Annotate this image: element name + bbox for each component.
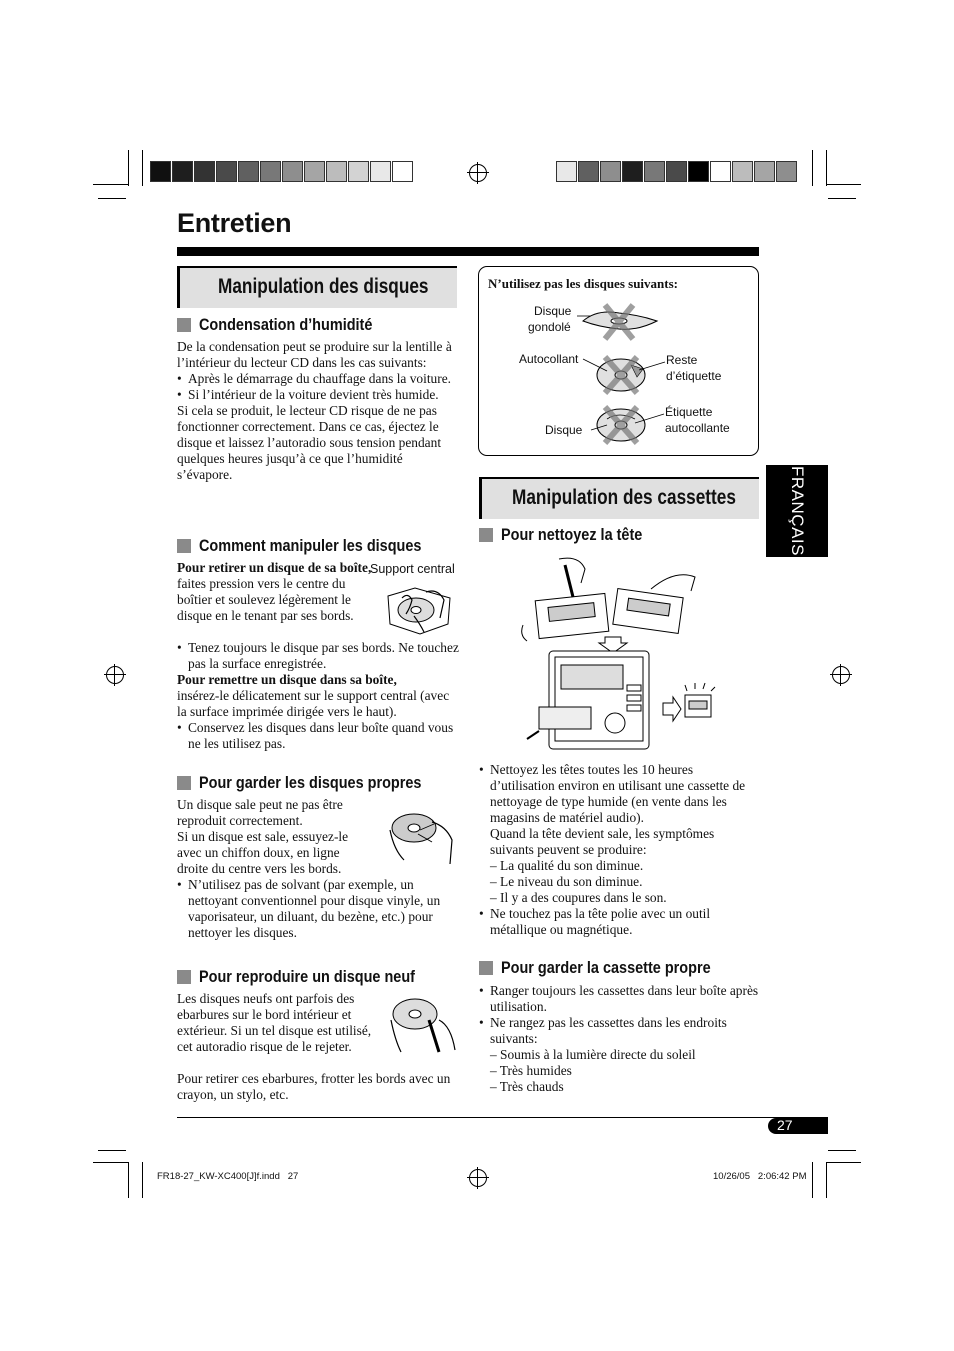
replace-text: insérez-le délicatement sur le support central (avec la surface imprimée dirigée vers le haut). bbox=[177, 688, 450, 719]
title-rule bbox=[177, 247, 759, 256]
tete-dash-3: – Il y a des coupures dans le son. bbox=[490, 890, 667, 905]
color-calibration-bar-right bbox=[556, 161, 798, 182]
remove-bold-lead: Pour retirer un disque de sa boîte, bbox=[177, 560, 372, 575]
color-swatch bbox=[326, 161, 347, 182]
propre-dash-2: – Très humides bbox=[490, 1063, 572, 1078]
color-swatch bbox=[194, 161, 215, 182]
comment-bullet-1: • Tenez toujours le disque par ses bords. Ne touchez pas la surface enregistrée. bbox=[177, 640, 459, 672]
color-swatch bbox=[392, 161, 413, 182]
color-swatch bbox=[776, 161, 797, 182]
color-swatch bbox=[754, 161, 775, 182]
propres-text bbox=[177, 797, 372, 877]
condensation-bullet-2: • Si l’intérieur de la voiture devient très humide. bbox=[177, 387, 459, 403]
registration-mark-bottom bbox=[469, 1169, 487, 1187]
propre-bullet-2: • Ne rangez pas les cassettes dans les endroits suivants: bbox=[479, 1015, 759, 1047]
section-title-disques: Manipulation des disques bbox=[218, 275, 429, 298]
disc-case-illustration bbox=[380, 578, 460, 638]
propre-dash-3: – Très chauds bbox=[490, 1079, 564, 1094]
condensation-outro: Si cela se produit, le lecteur CD risque de ne pas fonctionner correctement. Dans ce cas, éjectez le disque et laissez l’autoradio sous tension pendant quelques heures jusqu’à ce que l’humidité s’évapore. bbox=[177, 403, 442, 482]
subheading-nettoyez-tete: Pour nettoyez la tête bbox=[479, 524, 667, 546]
tete-bullet-2: • Ne touchez pas la tête polie avec un outil métallique ou magnétique. bbox=[479, 906, 759, 938]
neuf-text-2: Pour retirer ces ebarbures, frotter les bords avec un crayon, un stylo, etc. bbox=[177, 1071, 451, 1102]
registration-mark-right bbox=[832, 666, 850, 684]
remove-rest: faites pression vers le centre du boîtier et soulevez légèrement le disque en le tenant par ses bords. bbox=[177, 576, 354, 623]
propre-bullet-1: • Ranger toujours les cassettes dans leur boîte après utilisation. bbox=[479, 983, 759, 1015]
label-reste-1: Reste bbox=[666, 353, 698, 367]
page-title: Entretien bbox=[177, 208, 292, 238]
section-title-cassettes: Manipulation des cassettes bbox=[512, 486, 736, 509]
label-disque-gondole-2: gondolé bbox=[528, 320, 571, 334]
propre-dash-1: – Soumis à la lumière directe du soleil bbox=[490, 1047, 696, 1062]
color-swatch bbox=[644, 161, 665, 182]
propre-block bbox=[479, 983, 759, 1095]
footer-rule bbox=[177, 1117, 828, 1118]
condensation-block bbox=[177, 339, 459, 483]
propres-text-2: Si un disque est sale, essuyez-le avec un chiffon doux, en ligne droite du centre vers les bords. bbox=[177, 829, 349, 876]
warning-title: N’utilisez pas les disques suivants: bbox=[488, 276, 678, 291]
color-swatch bbox=[348, 161, 369, 182]
square-bullet-icon bbox=[479, 528, 493, 542]
condensation-intro: De la condensation peut se produire sur la lentille à l’intérieur du lecteur CD dans les cas suivants: bbox=[177, 339, 452, 370]
color-swatch bbox=[304, 161, 325, 182]
support-central-label: Support central bbox=[370, 562, 455, 576]
registration-mark-left bbox=[106, 666, 124, 684]
color-swatch bbox=[260, 161, 281, 182]
label-autocollant: Autocollant bbox=[519, 352, 579, 366]
color-swatch bbox=[282, 161, 303, 182]
color-swatch bbox=[710, 161, 731, 182]
tete-dash-1: – La qualité du son diminue. bbox=[490, 858, 644, 873]
tete-bullet-1b: Quand la tête devient sale, les symptômes suivants peuvent se produire: bbox=[490, 826, 715, 857]
color-swatch bbox=[216, 161, 237, 182]
neuf-text-1: Les disques neufs ont parfois des ebarbures sur le bord intérieur et extérieur. Si un tel disque est utilisé, cet autoradio risque de le rejeter. bbox=[177, 991, 372, 1054]
color-swatch bbox=[578, 161, 599, 182]
warning-box bbox=[478, 266, 759, 456]
section-heading-disques bbox=[177, 266, 457, 308]
color-swatch bbox=[622, 161, 643, 182]
condensation-bullet-1: • Après le démarrage du chauffage dans la voiture. bbox=[177, 371, 459, 387]
color-swatch bbox=[238, 161, 259, 182]
language-tab bbox=[766, 465, 828, 557]
color-swatch bbox=[370, 161, 391, 182]
square-bullet-icon bbox=[479, 961, 493, 975]
subheading-comment-manipuler: Comment manipuler les disques bbox=[177, 535, 461, 557]
propres-bullet-wrap bbox=[177, 877, 459, 941]
comment-remove-text bbox=[177, 560, 372, 624]
section-heading-cassettes bbox=[479, 477, 759, 519]
language-tab-label: FRANÇAIS bbox=[788, 466, 807, 556]
label-leader-lines bbox=[479, 267, 760, 457]
tete-bullet-1: • Nettoyez les têtes toutes les 10 heures d’utilisation environ en utilisant une cassette de nettoyage de type humide (en vente dans les magasins de matériel audio). bbox=[479, 762, 759, 826]
square-bullet-icon bbox=[177, 318, 191, 332]
comment-bullet-2: • Conservez les disques dans leur boîte quand vous ne les utilisez pas. bbox=[177, 720, 459, 752]
tete-dash-2: – Le niveau du son diminue. bbox=[490, 874, 643, 889]
cassette-cleaning-illustration bbox=[515, 555, 745, 755]
comment-block-2 bbox=[177, 640, 459, 752]
subheading-disques-propres: Pour garder les disques propres bbox=[177, 772, 461, 794]
footer-timestamp: 10/26/05 2:06:42 PM bbox=[713, 1171, 807, 1182]
footer-file-info: FR18-27_KW-XC400[J]f.indd 27 bbox=[157, 1171, 299, 1182]
color-swatch bbox=[732, 161, 753, 182]
subheading-cassette-propre: Pour garder la cassette propre bbox=[479, 957, 748, 979]
page-number: 27 bbox=[777, 1117, 793, 1133]
label-etiquette-1: Étiquette bbox=[665, 405, 713, 419]
label-reste-2: d’étiquette bbox=[666, 369, 722, 383]
propres-bullet: • N’utilisez pas de solvant (par exemple, un nettoyant conventionnel pour disque vinyle, un vaporisateur, un diluant, du bezène, etc.) pour nettoyer les disques. bbox=[177, 877, 459, 941]
pencil-disc-illustration bbox=[385, 990, 463, 1056]
color-swatch bbox=[556, 161, 577, 182]
registration-mark-top bbox=[469, 164, 487, 182]
wiping-disc-illustration bbox=[380, 800, 460, 868]
square-bullet-icon bbox=[177, 776, 191, 790]
color-swatch bbox=[666, 161, 687, 182]
label-etiquette-2: autocollante bbox=[665, 421, 730, 435]
replace-bold-lead: Pour remettre un disque dans sa boîte, bbox=[177, 672, 397, 687]
page-number-tab bbox=[768, 1118, 828, 1134]
square-bullet-icon bbox=[177, 970, 191, 984]
label-disque-gondole-1: Disque bbox=[534, 304, 572, 318]
propres-text-1: Un disque sale peut ne pas être reproduit correctement. bbox=[177, 797, 343, 828]
subheading-condensation: Condensation d’humidité bbox=[177, 314, 403, 336]
color-calibration-bar-left bbox=[150, 161, 414, 182]
color-swatch bbox=[150, 161, 171, 182]
tete-block bbox=[479, 762, 759, 938]
color-swatch bbox=[172, 161, 193, 182]
subheading-disque-neuf: Pour reproduire un disque neuf bbox=[177, 966, 453, 988]
label-disque: Disque bbox=[545, 423, 583, 437]
square-bullet-icon bbox=[177, 539, 191, 553]
color-swatch bbox=[600, 161, 621, 182]
color-swatch bbox=[688, 161, 709, 182]
